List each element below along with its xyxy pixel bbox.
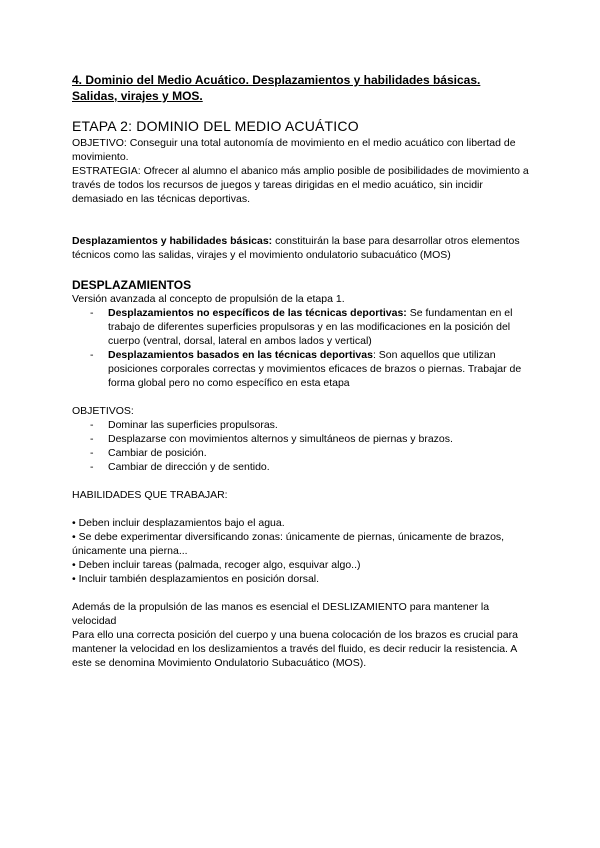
list-item: [90, 306, 532, 348]
estrategia-paragraph: ESTRATEGIA: Ofrecer al alumno el abanico más amplio posible de posibilidades de movimiento a través de todos los recursos de juegos y tareas dirigidas en el medio acuático, sin incidir demasiado en las técnicas deportivas.: [72, 165, 529, 205]
document-title: [72, 72, 532, 104]
etapa-heading: ETAPA 2: DOMINIO DEL MEDIO ACUÁTICO: [72, 118, 359, 134]
list-item: - Cambiar de posición.: [90, 446, 532, 460]
document-page: [72, 72, 532, 670]
desplazamientos-intro-text: constituirán la base para desarrollar otros elementos técnicos como las salidas, virajes y el movimiento ondulatorio subacuático (MOS): [72, 235, 520, 261]
deslizamiento-paragraph: Además de la propulsión de las manos es esencial el DESLIZAMIENTO para mantener la velocidad: [72, 601, 490, 627]
tipo-bold: Desplazamientos basados en las técnicas deportivas: [108, 349, 373, 361]
desplazamientos-intro: [72, 234, 532, 262]
objetivos-heading: OBJETIVOS:: [72, 405, 134, 417]
habilidad-item: • Incluir también desplazamientos en posición dorsal.: [72, 573, 320, 585]
tipo-text: Se fundamentan en el trabajo de diferentes superficies propulsoras y en las modificaciones en la posición del cuerpo (ventral, dorsal, lateral en ambos lados y vertical): [108, 307, 513, 347]
desplazamientos-intro-bold: Desplazamientos y habilidades básicas:: [72, 235, 273, 247]
tipo-text: : Son aquellos que utilizan posiciones corporales correctas y movimientos eficaces de brazos o piernas. Trabajar de forma global pero no como específico en esta etapa: [108, 349, 522, 389]
list-item: - Cambiar de dirección y de sentido.: [90, 460, 532, 474]
tipos-list: [72, 306, 532, 390]
version-paragraph: Versión avanzada al concepto de propulsión de la etapa 1.: [72, 293, 345, 305]
list-item: - Dominar las superficies propulsoras.: [90, 418, 532, 432]
posicion-paragraph: Para ello una correcta posición del cuerpo y una buena colocación de los brazos es crucial para mantener la velocidad en los deslizamientos a través del fluido, es decir reducir la resistencia. A este se denomina Movimiento Ondulatorio Subacuático (MOS).: [72, 629, 518, 669]
habilidad-item: • Deben incluir desplazamientos bajo el agua.: [72, 517, 285, 529]
title-line-2: Salidas, virajes y MOS.: [72, 89, 203, 103]
habilidad-item: • Deben incluir tareas (palmada, recoger algo, esquivar algo..): [72, 559, 361, 571]
list-item: [90, 348, 532, 390]
objetivo-paragraph: OBJETIVO: Conseguir una total autonomía de movimiento en el medio acuático con libertad de movimiento.: [72, 137, 516, 163]
objetivos-list: [72, 418, 532, 474]
title-line-1: 4. Dominio del Medio Acuático. Desplazamientos y habilidades básicas.: [72, 73, 481, 87]
tipo-bold: Desplazamientos no específicos de las técnicas deportivas:: [108, 307, 407, 319]
list-item: - Desplazarse con movimientos alternos y simultáneos de piernas y brazos.: [90, 432, 532, 446]
habilidad-item: • Se debe experimentar diversificando zonas: únicamente de piernas, únicamente de brazos, únicamente una pierna...: [72, 531, 505, 557]
desplazamientos-heading: DESPLAZAMIENTOS: [72, 278, 192, 292]
habilidades-heading: HABILIDADES QUE TRABAJAR:: [72, 489, 228, 501]
